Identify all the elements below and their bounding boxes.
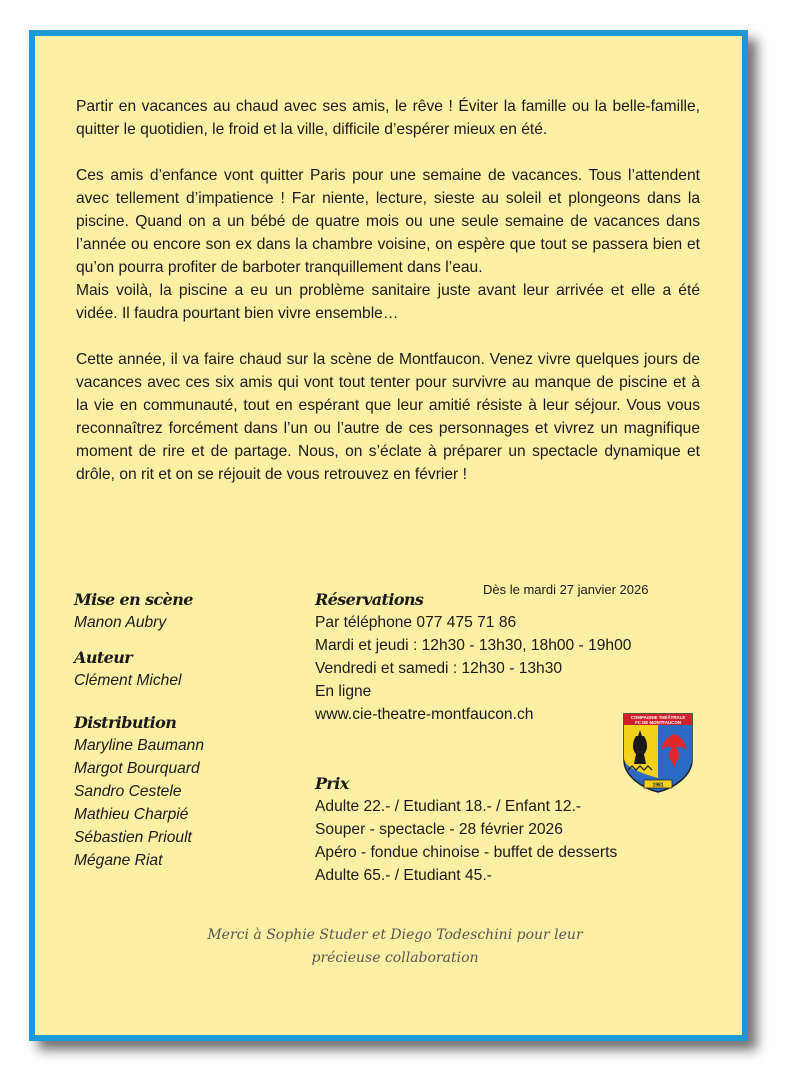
auteur-heading: Auteur: [74, 648, 133, 667]
mise-en-scene-heading: Mise en scène: [74, 590, 193, 609]
director-name: Manon Aubry: [74, 614, 167, 631]
reservation-line: Par téléphone 077 475 71 86: [315, 614, 517, 631]
intro-text: [76, 95, 700, 486]
reservation-date-note: Dès le mardi 27 janvier 2026: [483, 582, 649, 597]
intro-paragraph: Cette année, il va faire chaud sur la scène de Montfaucon. Venez vivre quelques jours de vacances avec ces six amis qui vont tout tenter pour survivre au manque de piscine et à la vie en communauté, tout en espérant que leur amitié résiste à leur séjour. Vous vous reconnaîtrez forcément dans l’un ou l’autre de ces personnages et vivrez un magnifique moment de rire et de partage. Nous, on s’éclate à préparer un spectacle dynamique et drôle, on rit et on se réjouit de vous retrouvez en février !: [76, 351, 700, 483]
author-name: Clément Michel: [74, 672, 182, 689]
thanks-line: Merci à Sophie Studer et Diego Todeschini pour leur: [207, 927, 583, 943]
reservations-heading: Réservations: [315, 590, 424, 609]
intro-paragraph: Partir en vacances au chaud avec ses amis, le rêve ! Éviter la famille ou la belle-famille, quitter le quotidien, le froid et la ville, difficile d’espérer mieux en été.: [76, 98, 700, 138]
cast-member: Mégane Riat: [74, 852, 163, 869]
crest-year: 1981: [652, 782, 664, 789]
website-link[interactable]: www.cie-theatre-montfaucon.ch: [315, 706, 534, 723]
cast-member: Sébastien Prioult: [74, 829, 192, 846]
flyer-card: [29, 30, 748, 1041]
price-line: Adulte 22.- / Etudiant 18.- / Enfant 12.-: [315, 798, 582, 815]
crest-text-company: COMPAGNIE THÉÂTRALE: [630, 715, 686, 720]
cast-member: Margot Bourquard: [74, 760, 200, 777]
thanks-note: [95, 924, 695, 970]
distribution-heading: Distribution: [74, 713, 177, 732]
reservation-line: Mardi et jeudi : 12h30 - 13h30, 18h00 - 19h00: [315, 637, 632, 654]
cast-member: Sandro Cestele: [74, 783, 182, 800]
cast-member: Mathieu Charpié: [74, 806, 189, 823]
price-line: Adulte 65.- / Etudiant 45.-: [315, 867, 492, 884]
thanks-line: précieuse collaboration: [311, 950, 479, 966]
cast-member: Maryline Baumann: [74, 737, 205, 754]
reservation-line: Vendredi et samedi : 12h30 - 13h30: [315, 660, 563, 677]
price-line: Souper - spectacle - 28 février 2026: [315, 821, 563, 838]
company-crest-logo: [622, 712, 694, 794]
intro-paragraph: Ces amis d’enfance vont quitter Paris pour une semaine de vacances. Tous l’attendent avec tellement d’impatience ! Far niente, lecture, sieste au soleil et plongeons dans la piscine. Quand on a un bébé de quatre mois ou une seule semaine de vacances dans l’année ou encore son ex dans la chambre voisine, on espère que tout se passera bien et qu’on pourra profiter de barboter tranquillement dans l’eau.: [76, 167, 700, 276]
price-line: Apéro - fondue chinoise - buffet de desserts: [315, 844, 618, 861]
crest-text-montfaucon: FC DE MONTFAUCON: [635, 720, 681, 725]
credits-column: [74, 588, 304, 872]
intro-paragraph: Mais voilà, la piscine a eu un problème sanitaire juste avant leur arrivée et elle a été vidée. Il faudra pourtant bien vivre ensemble…: [76, 282, 700, 322]
prix-heading: Prix: [315, 774, 349, 793]
reservation-line: En ligne: [315, 683, 372, 700]
